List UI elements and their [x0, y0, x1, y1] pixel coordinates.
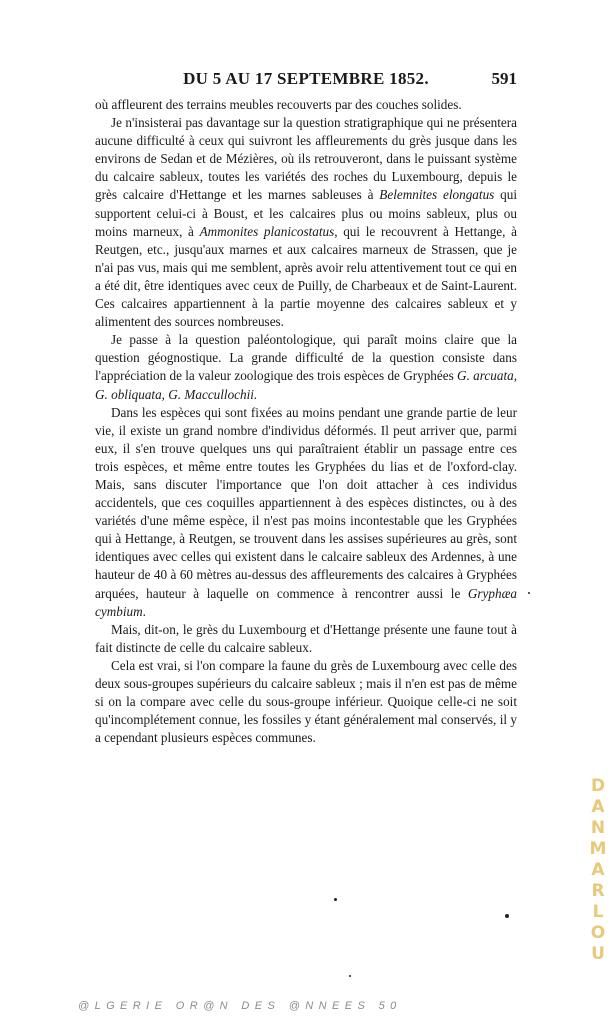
footer-watermark: @LGERIE OR@N DES @NNEES 50 [78, 1000, 402, 1012]
paragraph-2-text-a: Je n'insisterai pas davantage sur la question stratigraphique qui ne présentera aucune difficulté à ceux qui suivront les affleurements du grès jusque dans les environs de Sedan et de Mézières, où ils retrouveront, dans le puissant système du calcaire sableux, toutes les variétés des roches du Luxembourg, depuis le grès calcaire d'Hettange et les marnes sableuses à [95, 115, 517, 203]
taxon-ammonites: Ammonites planicostatus [199, 223, 335, 239]
watermark-letter: A [591, 797, 605, 817]
side-watermark [588, 776, 608, 965]
paragraph-1: où affleurent des terrains meubles recouverts par des couches solides. [95, 97, 462, 112]
paragraph-5: Mais, dit-on, le grès du Luxembourg et d'Hettange présente une faune tout à fait distincte de celle du calcaire sableux. [95, 621, 517, 655]
watermark-letter: L [592, 902, 604, 922]
ink-speck [528, 592, 530, 594]
paragraph-2-text-c: qui supportent celui-ci à Boust, et les calcaires plus ou moins sableux, plus ou moins marneux, à [95, 187, 518, 239]
taxon-gryphees: G. arcuata, G. obliquata, G. Maccullochii. [95, 368, 518, 402]
paragraph-3 [95, 331, 517, 403]
paragraph-4-text-c: . [142, 603, 146, 619]
watermark-letter: A [591, 860, 605, 880]
body-text [95, 96, 517, 747]
paragraph-6: Cela est vrai, si l'on compare la faune du grès de Luxembourg avec celle des deux sous-groupes supérieurs du calcaire sableux ; mais il n'en est pas de même si on la compare avec celle du sous-groupe inférieur. Quoique celle-ci ne soit qu'incomplétement connue, les fossiles y étant généralement mal conservés, il y a cependant plusieurs espèces communes. [95, 657, 517, 746]
watermark-letter: R [591, 881, 605, 901]
watermark-letter: N [590, 818, 606, 838]
ink-speck [505, 914, 509, 918]
paragraph-2 [95, 114, 517, 331]
taxon-belemnites: Belemnites elongatus [379, 187, 495, 203]
header-title: DU 5 AU 17 SEPTEMBRE 1852. [183, 69, 429, 88]
watermark-letter: O [590, 923, 606, 943]
paragraph-4-text-a: Dans les espèces qui sont fixées au moins pendant une grande partie de leur vie, il existe un grand nombre d'individus déformés. Il peut arriver que, parmi eux, il s'en trouve quelques uns qui paraîtraient établir un passage entre ces trois espèces, et même entre toutes les Gryphées du lias et de l'oxford-clay. Mais, sans discuter l'importance que l'on doit attacher à ces individus accidentels, que ces coquilles appartiennent à des espèces distinctes, ou à des variétés d'une même espèce, il n'est pas moins incontestable que les Gryphées qui à Hettange, à Reutgen, se trouvent dans les assises supérieures au grès, sont identiques avec celles qui existent dans le calcaire sableux des Ardennes, à une hauteur de 40 à 60 mètres au-dessus des affleurements des calcaires à Gryphées arquées, hauteur à laquelle on commence à rencontrer aussi le [95, 404, 517, 601]
ink-speck [334, 898, 337, 901]
paragraph-4 [95, 404, 517, 621]
paragraph-3-text-a: Je passe à la question paléontologique, qui paraît moins claire que la question géognostique. La grande difficulté de la question consiste dans l'appréciation de la valeur zoologique des trois espèces de Gryphées [95, 332, 517, 384]
watermark-letter: D [590, 776, 606, 796]
taxon-gryphaea-cymbium: Gryphæa cymbium [95, 585, 517, 619]
watermark-letter: M [589, 839, 607, 859]
watermark-letter: U [591, 944, 605, 964]
paragraph-2-text-e: , qui le recouvrent à Hettange, à Reutgen, etc., jusqu'aux marnes et aux calcaires marneux de Strassen, que je n'ai pas vus, mais qui me semblent, après avoir relu attentivement tout ce qui en a été dit, être identiques avec ceux de Puilly, de Charbeaux et de Saint-Laurent. Ces calcaires appartiennent à la partie moyenne des calcaires sableux et y alimentent des sources nombreuses. [95, 223, 517, 330]
page-number: 591 [491, 69, 517, 88]
ink-speck [349, 975, 351, 977]
running-header [95, 69, 517, 91]
